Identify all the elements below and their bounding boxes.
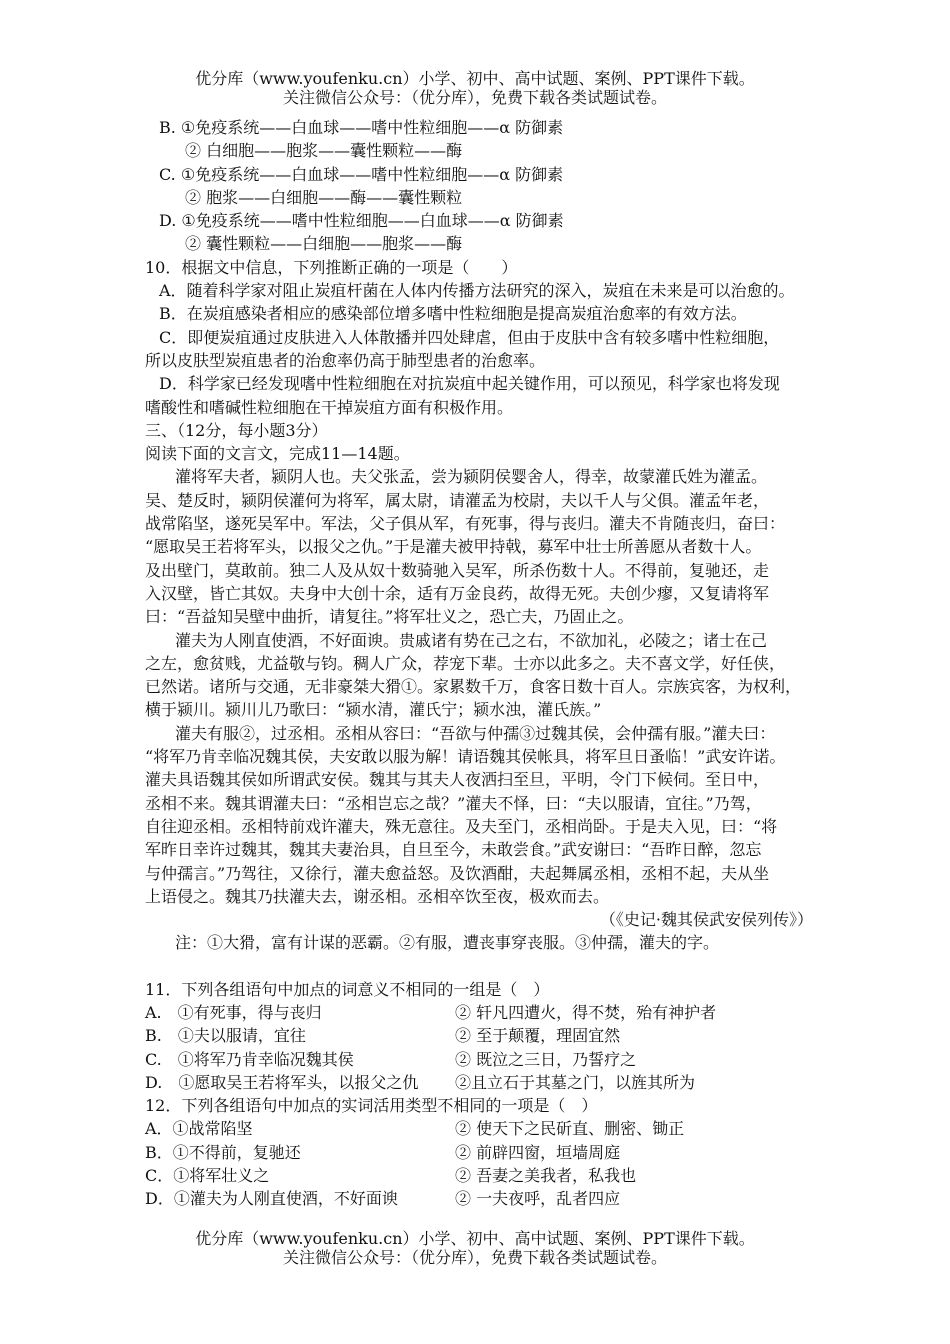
q9-option-c-line1: C. ①免疫系统——白血球——嗜中性粒细胞——α 防御素 (159, 164, 564, 184)
passage-line: 灌夫为人刚直使酒，不好面谀。贵戚诸有势在己之右，不欲加礼，必陵之；诸士在己 (175, 630, 768, 650)
passage-line: 之左，愈贫贱，尤益敬与钧。稠人广众，荐宠下辈。士亦以此多之。夫不喜文学，好任侠， (145, 653, 786, 673)
passage-line: 吴、楚反时，颍阴侯灌何为将军，属太尉，请灌孟为校尉，夫以千人与父俱。灌孟年老， (145, 490, 770, 510)
blank-line (145, 955, 817, 978)
q10-option-c-line1: C．即便炭疽通过皮肤进入人体散播并四处肆虐，但由于皮肤中含有较多嗜中性粒细胞， (159, 327, 780, 347)
passage-line: 曰：“吾益知吴壁中曲折，请复往。”将军壮义之，恐亡夫，乃固止之。 (145, 607, 634, 627)
passage-line: 与仲孺言。”乃驾往，又徐行，灌夫愈益怒。及饮酒酣，夫起舞属丞相，丞相不起，夫从坐 (145, 863, 770, 883)
document-body (145, 116, 817, 1211)
passage-line: 及出壁门，莫敢前。独二人及从奴十数骑驰入吴军，所杀伤数十人。不得前，复驰还，走 (145, 560, 770, 580)
passage-line: “将军乃肯幸临况魏其侯，夫安敢以服为解！请语魏其侯帐具，将军旦日蚤临！”武安许诺。 (145, 747, 786, 767)
q10-option-d-line1: D．科学家已经发现嗜中性粒细胞在对抗炭疽中起关键作用，可以预见，科学家也将发现 (159, 374, 780, 394)
passage-line: 横于颍川。颍川儿乃歌曰：“颍水清，灌氏宁；颍水浊，灌氏族。” (145, 700, 602, 720)
option-right: ② 一夫夜呼，乱者四应 (455, 1189, 621, 1209)
q11-option-c (145, 1048, 817, 1071)
passage-line: 上语侵之。魏其乃扶灌夫去，谢丞相。丞相卒饮至夜，极欢而去。 (145, 886, 610, 906)
passage-line: 灌夫具语魏其侯如所谓武安侯。魏其与其夫人夜洒扫至旦，平明，令门下候伺。至日中， (145, 770, 770, 790)
option-left: D．①灌夫为人刚直使酒，不好面谀 (145, 1189, 398, 1209)
passage-line: 灌夫有服②，过丞相。丞相从容曰：“吾欲与仲孺③过魏其侯，会仲孺有服。”灌夫曰： (175, 723, 776, 743)
q12-option-d (145, 1187, 817, 1210)
footer-line-1: 优分库（www.youfenku.cn）小学、初中、高中试题、案例、PPT课件下载。 (195, 1229, 755, 1248)
header-line-2: 关注微信公众号：（优分库），免费下载各类试题试卷。 (282, 88, 667, 107)
option-left: B．①不得前，复驰还 (145, 1142, 301, 1162)
passage-line: 入汉壁，皆亡其奴。夫身中大创十余，适有万金良药，故得无死。夫创少瘳，又复请将军 (145, 583, 770, 603)
option-left: C. ①将军乃肯幸临况魏其侯 (145, 1049, 354, 1069)
q12-option-a (145, 1117, 817, 1140)
section-title: 三、（12分，每小题3分） (145, 420, 328, 440)
q11-option-a (145, 1001, 817, 1024)
passage-line: 自往迎丞相。丞相特前戏许灌夫，殊无意往。及夫至门，丞相尚卧。于是夫入见，曰：“将 (145, 816, 778, 836)
q10-option-d-line2: 嗜酸性和嗜碱性粒细胞在干掉炭疽方面有积极作用。 (145, 397, 514, 417)
passage-line: “愿取吴王若将军头，以报父之仇。”于是灌夫被甲持戟，募军中壮士所善愿从者数十人。 (145, 537, 762, 557)
passage-line: 战常陷坚，遂死吴军中。军法，父子俱从军，有死事，得与丧归。灌夫不肯随丧归，奋曰： (145, 514, 786, 534)
q12-option-c (145, 1164, 817, 1187)
passage-line: 灌将军夫者，颍阴人也。夫父张孟，尝为颍阴侯婴舍人，得幸，故蒙灌氏姓为灌孟。 (175, 467, 768, 487)
option-left: D. ①愿取吴王若将军头，以报父之仇 (145, 1072, 419, 1092)
q11-stem: 11．下列各组语句中加点的词意义不相同的一组是（ ） (145, 979, 550, 999)
option-right: ②且立石于其墓之门，以旌其所为 (455, 1072, 696, 1092)
passage-source: （《史记·魏其侯武安侯列传》） (599, 910, 813, 930)
page-header (0, 69, 950, 107)
option-right: ② 前辟四窗，垣墙周庭 (455, 1142, 621, 1162)
q11-option-d (145, 1071, 817, 1094)
option-right: ② 使天下之民斫直、删密、锄正 (455, 1119, 685, 1139)
passage-line: 军昨日幸许过魏其，魏其夫妻治具，自旦至今，未敢尝食。”武安谢曰：“吾昨日醉，忽忘 (145, 840, 762, 860)
passage-line: 丞相不来。魏其谓灌夫曰：“丞相岂忘之哉？”灌夫不怿，曰：“夫以服请，宜往。”乃驾， (145, 793, 762, 813)
q9-option-c-line2: ② 胞浆——白细胞——酶——囊性颗粒 (185, 187, 463, 207)
q10-option-c-line2: 所以皮肤型炭疽患者的治愈率仍高于肺型患者的治愈率。 (145, 350, 546, 370)
q12-option-b (145, 1141, 817, 1164)
section-instruction: 阅读下面的文言文，完成11—14题。 (145, 444, 410, 464)
q12-stem: 12．下列各组语句中加点的实词活用类型不相同的一项是（ ） (145, 1096, 598, 1116)
option-right: ② 既泣之三日，乃誓疗之 (455, 1049, 637, 1069)
q9-option-d-line2: ② 囊性颗粒——白细胞——胞浆——酶 (185, 234, 463, 254)
page-footer (0, 1229, 950, 1267)
q11-option-b (145, 1024, 817, 1047)
option-right: ② 至于颠覆，理固宜然 (455, 1026, 621, 1046)
footer-line-2: 关注微信公众号：（优分库），免费下载各类试题试卷。 (282, 1248, 667, 1267)
option-left: A．①战常陷坚 (145, 1119, 253, 1139)
q10-option-a: A．随着科学家对阻止炭疽杆菌在人体内传播方法研究的深入，炭疽在未来是可以治愈的。 (159, 281, 795, 301)
q9-option-b-line2: ② 白细胞——胞浆——囊性颗粒——酶 (185, 141, 463, 161)
passage-line: 已然诺。诸所与交通，无非豪桀大猾①。家累数千万，食客日数十百人。宗族宾客，为权利， (145, 677, 802, 697)
option-left: B. ①夫以服请，宜往 (145, 1026, 306, 1046)
q9-option-b-line1: B. ①免疫系统——白血球——嗜中性粒细胞——α 防御素 (159, 118, 564, 137)
option-left: A. ①有死事，得与丧归 (145, 1002, 322, 1022)
q9-option-d-line1: D. ①免疫系统——嗜中性粒细胞——白血球——α 防御素 (159, 211, 564, 231)
q10-stem: 10．根据文中信息，下列推断正确的一项是（ ） (145, 257, 518, 277)
option-right: ② 轩凡四遭火，得不焚，殆有神护者 (455, 1002, 717, 1022)
option-right: ② 吾妻之美我者，私我也 (455, 1166, 637, 1186)
header-line-1: 优分库（www.youfenku.cn）小学、初中、高中试题、案例、PPT课件下载。 (195, 69, 755, 88)
option-left: C．①将军壮义之 (145, 1166, 270, 1186)
q10-option-b: B．在炭疽感染者相应的感染部位增多嗜中性粒细胞是提高炭疽治愈率的有效方法。 (159, 304, 747, 324)
passage-note: 注：①大猾，富有计谋的恶霸。②有服，遭丧事穿丧服。③仲孺，灌夫的字。 (175, 933, 720, 953)
